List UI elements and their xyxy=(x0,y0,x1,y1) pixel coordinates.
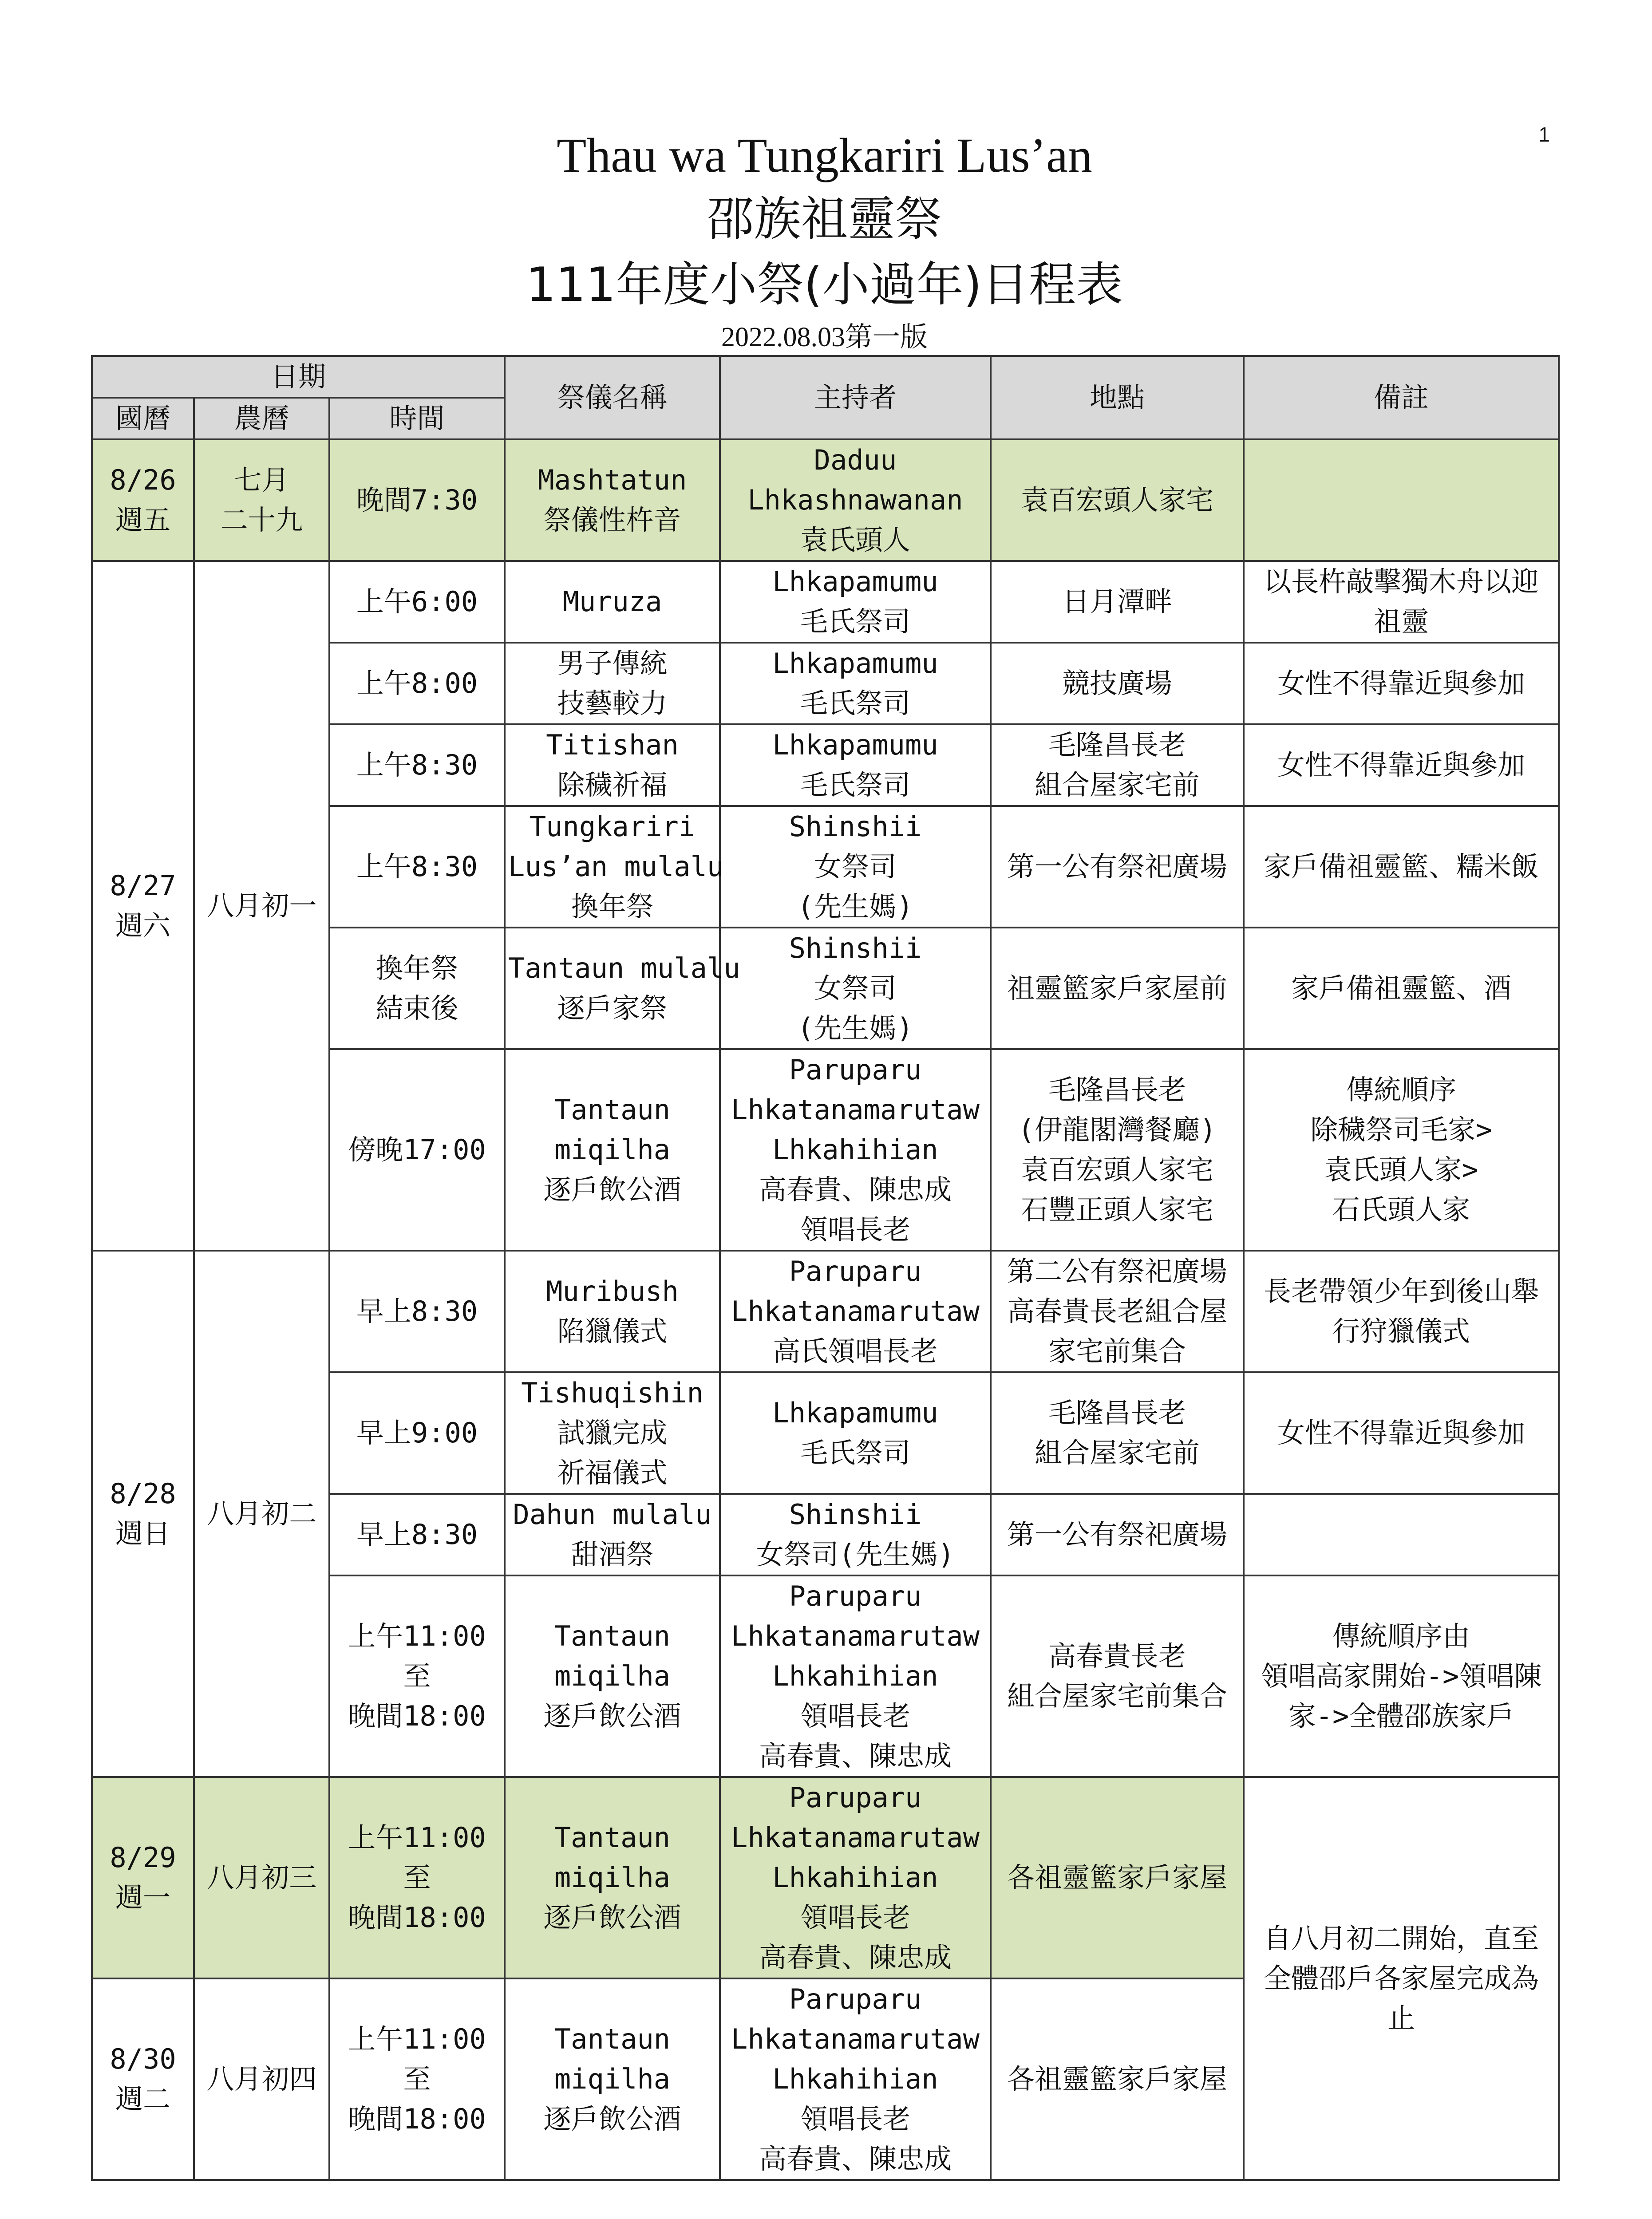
host-cell-line: 高春貴、陳忠成 xyxy=(759,2143,952,2175)
location-cell-line: 競技廣場 xyxy=(1062,667,1172,699)
notes-cell xyxy=(1244,1372,1559,1494)
location-cell-line: 袁百宏頭人家宅 xyxy=(1020,1153,1213,1186)
ritual-cell-line: Dahun mulalu xyxy=(513,1498,712,1531)
header-date: 日期 xyxy=(92,356,505,398)
title-schedule: 111年度小祭(小過年)日程表 xyxy=(526,257,1123,312)
host-cell-line: Daduu xyxy=(814,444,897,476)
lunar-date-cell xyxy=(194,561,329,1251)
host-cell-line: Shinshii xyxy=(789,1498,922,1531)
location-cell-line: 袁百宏頭人家宅 xyxy=(1020,484,1213,516)
location-cell xyxy=(991,1978,1244,2180)
host-cell-line: Lhkapamumu xyxy=(772,729,938,761)
date-cell xyxy=(92,1777,194,1978)
time-cell-line: 晚間18:00 xyxy=(348,1700,486,1732)
host-cell-line: Lhkapamumu xyxy=(772,647,938,679)
host-cell-line: Paruparu xyxy=(789,1580,922,1612)
host-cell-line: Lhkatanamarutaw xyxy=(731,1094,980,1126)
notes-cell-line: 家->全體邵族家戶 xyxy=(1288,1700,1514,1732)
lunar-date-cell xyxy=(194,1251,329,1777)
lunar-date-cell xyxy=(194,439,329,561)
notes-cell xyxy=(1244,724,1559,806)
header-time: 時間 xyxy=(329,398,505,439)
location-cell-line: 毛隆昌長老 xyxy=(1048,1074,1186,1106)
host-cell-line: Lhkahihian xyxy=(772,1660,938,1692)
ritual-cell-line: 祭儀性杵音 xyxy=(543,504,681,536)
schedule-row xyxy=(92,561,1559,643)
location-cell-line: 祖靈籃家戶家屋前 xyxy=(1007,972,1227,1004)
location-cell xyxy=(991,643,1244,724)
header-notes: 備註 xyxy=(1244,356,1559,439)
ritual-cell-line: Titishan xyxy=(546,729,679,761)
host-cell-line: 毛氏祭司 xyxy=(800,769,910,801)
time-cell-line: 早上8:30 xyxy=(356,1295,478,1327)
location-cell-line: 高春貴長老 xyxy=(1048,1640,1186,1672)
host-cell-line: Lhkahihian xyxy=(772,1861,938,1894)
host-cell-line: Paruparu xyxy=(789,1054,922,1086)
notes-cell-line: 祖靈 xyxy=(1373,605,1429,638)
page-number: 1 xyxy=(1538,123,1550,146)
ritual-cell-line: 陷獵儀式 xyxy=(557,1315,668,1347)
date-cell-line: 週六 xyxy=(115,909,170,942)
host-cell-line: 女祭司 xyxy=(814,850,897,883)
location-cell-line: 日月潭畔 xyxy=(1062,585,1172,618)
location-cell-line: 石豐正頭人家宅 xyxy=(1020,1193,1213,1226)
host-cell-line: 高春貴、陳忠成 xyxy=(759,1173,952,1206)
date-cell-line: 週二 xyxy=(115,2083,170,2115)
time-cell xyxy=(329,1049,505,1251)
location-cell-line: 高春貴長老組合屋 xyxy=(1007,1295,1227,1327)
ritual-cell-line: 逐戶家祭 xyxy=(557,992,668,1024)
location-cell xyxy=(991,1494,1244,1575)
host-cell xyxy=(720,724,991,806)
host-cell xyxy=(720,1575,991,1777)
host-cell-line: Lhkatanamarutaw xyxy=(731,2023,980,2055)
ritual-cell-line: 逐戶飲公酒 xyxy=(543,1901,681,1934)
host-cell-line: Lhkashnawanan xyxy=(747,484,963,516)
time-cell xyxy=(329,1777,505,1978)
ritual-cell-line: Tishuqishin xyxy=(521,1377,703,1409)
time-cell-line: 上午11:00 xyxy=(348,2023,486,2055)
time-cell xyxy=(329,1575,505,1777)
ritual-cell xyxy=(505,1494,720,1575)
time-cell-line: 晚間7:30 xyxy=(356,484,478,516)
ritual-cell xyxy=(505,1049,720,1251)
ritual-cell-line: Muribush xyxy=(546,1275,679,1307)
ritual-cell-line: Lus’an mulalu xyxy=(508,850,724,883)
location-cell xyxy=(991,928,1244,1049)
location-cell xyxy=(991,1251,1244,1372)
date-cell xyxy=(92,439,194,561)
ritual-cell xyxy=(505,1575,720,1777)
notes-cell xyxy=(1244,806,1559,928)
host-cell xyxy=(720,928,991,1049)
time-cell xyxy=(329,561,505,643)
host-cell-line: (先生媽) xyxy=(797,1012,913,1044)
ritual-cell xyxy=(505,928,740,1049)
host-cell-line: Lhkatanamarutaw xyxy=(731,1821,980,1854)
host-cell-line: Paruparu xyxy=(789,1781,922,1814)
lunar-date-cell-line: 七月 xyxy=(234,464,289,496)
ritual-cell-line: 試獵完成 xyxy=(557,1417,668,1449)
location-cell xyxy=(991,439,1244,561)
host-cell xyxy=(720,1049,991,1251)
time-cell-line: 晚間18:00 xyxy=(348,2103,486,2135)
location-cell xyxy=(991,1049,1244,1251)
time-cell-line: 早上8:30 xyxy=(356,1518,478,1551)
location-cell-line: 毛隆昌長老 xyxy=(1048,1397,1186,1429)
host-cell xyxy=(720,439,991,561)
time-cell xyxy=(329,724,505,806)
location-cell-line: 組合屋家宅前集合 xyxy=(1007,1680,1227,1712)
notes-cell-line: 袁氏頭人家> xyxy=(1324,1153,1478,1186)
host-cell-line: 領唱長老 xyxy=(800,1700,910,1732)
time-cell-line: 至 xyxy=(403,1660,431,1692)
time-cell-line: 換年祭 xyxy=(375,952,458,984)
time-cell xyxy=(329,1372,505,1494)
host-cell-line: 女祭司 xyxy=(814,972,897,1004)
host-cell-line: Shinshii xyxy=(789,932,922,964)
ritual-cell xyxy=(505,1251,720,1372)
time-cell xyxy=(329,643,505,724)
schedule-row xyxy=(92,1777,1559,1978)
ritual-cell xyxy=(505,724,720,806)
host-cell-line: 袁氏頭人 xyxy=(800,524,910,556)
lunar-date-cell-line: 八月初四 xyxy=(206,2063,317,2095)
ritual-cell-line: Tantaun xyxy=(554,1821,671,1854)
notes-cell-line: 全體邵戶各家屋完成為 xyxy=(1263,1962,1539,1994)
host-cell-line: Lhkatanamarutaw xyxy=(731,1295,980,1327)
host-cell xyxy=(720,1777,991,1978)
date-cell-line: 週一 xyxy=(115,1881,170,1914)
notes-cell-line: 石氏頭人家 xyxy=(1332,1193,1470,1226)
ritual-cell xyxy=(505,439,720,561)
ritual-cell-line: miqilha xyxy=(554,1660,671,1692)
time-cell-line: 上午6:00 xyxy=(356,585,478,618)
ritual-cell-line: Tungkariri xyxy=(529,810,696,843)
ritual-cell-line: Mashtatun xyxy=(537,464,687,496)
location-cell-line: 家宅前集合 xyxy=(1048,1335,1186,1367)
date-cell-line: 週五 xyxy=(115,504,170,536)
schedule-body xyxy=(92,439,1559,2180)
host-cell-line: Paruparu xyxy=(789,1983,922,2015)
host-cell-line: 高春貴、陳忠成 xyxy=(759,1941,952,1974)
host-cell-line: 領唱長老 xyxy=(800,2103,910,2135)
notes-cell-line: 女性不得靠近與參加 xyxy=(1277,1417,1525,1449)
ritual-cell-line: 換年祭 xyxy=(571,890,654,923)
notes-cell-line: 領唱高家開始->領唱陳 xyxy=(1261,1660,1542,1692)
location-cell-line: 第二公有祭祀廣場 xyxy=(1007,1255,1227,1287)
host-cell-line: 毛氏祭司 xyxy=(800,687,910,719)
ritual-cell-line: miqilha xyxy=(554,1133,671,1166)
ritual-cell-line: Tantaun xyxy=(554,1094,671,1126)
date-cell xyxy=(92,1251,194,1777)
notes-cell xyxy=(1244,643,1559,724)
header-gregorian: 國曆 xyxy=(92,398,194,439)
notes-cell xyxy=(1244,1777,1559,2180)
ritual-cell-line: Tantaun xyxy=(554,1620,671,1652)
host-cell-line: Shinshii xyxy=(789,810,922,843)
title-chinese: 邵族祖靈祭 xyxy=(707,192,942,246)
ritual-cell xyxy=(505,1372,720,1494)
notes-cell-line: 女性不得靠近與參加 xyxy=(1277,749,1525,781)
time-cell xyxy=(329,1978,505,2180)
notes-cell-line: 止 xyxy=(1387,2002,1415,2034)
header-host: 主持者 xyxy=(720,356,991,439)
schedule-table xyxy=(91,355,1560,2181)
host-cell-line: 領唱長老 xyxy=(800,1213,910,1246)
ritual-cell-line: Tantaun xyxy=(554,2023,671,2055)
ritual-cell-line: 逐戶飲公酒 xyxy=(543,1700,681,1732)
ritual-cell xyxy=(505,806,724,928)
ritual-cell-line: 甜酒祭 xyxy=(571,1538,654,1571)
schedule-row xyxy=(92,439,1559,561)
location-cell-line: 毛隆昌長老 xyxy=(1048,729,1186,761)
date-cell-line: 8/27 xyxy=(110,869,176,902)
lunar-date-cell-line: 八月初二 xyxy=(206,1497,317,1530)
time-cell-line: 至 xyxy=(403,1861,431,1894)
host-cell-line: 毛氏祭司 xyxy=(800,605,910,638)
time-cell-line: 上午8:30 xyxy=(356,749,478,781)
notes-cell-line: 自八月初二開始，直至 xyxy=(1263,1922,1539,1954)
time-cell-line: 上午8:30 xyxy=(356,850,478,883)
host-cell xyxy=(720,1978,991,2180)
host-cell xyxy=(720,1251,991,1372)
host-cell xyxy=(720,643,991,724)
host-cell-line: 女祭司(先生媽) xyxy=(756,1538,955,1571)
notes-cell xyxy=(1244,1049,1559,1251)
ritual-cell-line: Muruza xyxy=(562,585,662,618)
ritual-cell xyxy=(505,1777,720,1978)
host-cell-line: Paruparu xyxy=(789,1255,922,1287)
location-cell-line: 組合屋家宅前 xyxy=(1034,769,1200,801)
location-cell-line: 組合屋家宅前 xyxy=(1034,1437,1200,1469)
header-location: 地點 xyxy=(991,356,1244,439)
notes-cell-line: 以長杵敲擊獨木舟以迎 xyxy=(1263,565,1539,598)
time-cell-line: 上午8:00 xyxy=(356,667,478,699)
ritual-cell-line: 逐戶飲公酒 xyxy=(543,1173,681,1206)
location-cell xyxy=(991,1372,1244,1494)
host-cell-line: Lhkahihian xyxy=(772,2063,938,2095)
host-cell xyxy=(720,561,991,643)
title-english: Thau wa Tungkariri Lus’an xyxy=(557,128,1092,182)
location-cell xyxy=(991,1575,1244,1777)
notes-cell xyxy=(1244,1575,1559,1777)
location-cell xyxy=(991,724,1244,806)
header-lunar: 農曆 xyxy=(194,398,329,439)
ritual-cell-line: 逐戶飲公酒 xyxy=(543,2103,681,2135)
notes-cell-line: 長老帶領少年到後山舉 xyxy=(1263,1275,1539,1307)
host-cell xyxy=(720,806,991,928)
location-cell xyxy=(991,561,1244,643)
lunar-date-cell-line: 八月初一 xyxy=(206,889,317,922)
date-cell xyxy=(92,1978,194,2180)
location-cell xyxy=(991,1777,1244,1978)
time-cell xyxy=(329,439,505,561)
schedule-row xyxy=(92,1251,1559,1372)
time-cell xyxy=(329,928,505,1049)
lunar-date-cell xyxy=(194,1978,329,2180)
notes-cell-line: 行狩獵儀式 xyxy=(1332,1315,1470,1347)
time-cell xyxy=(329,1251,505,1372)
ritual-cell-line: 技藝較力 xyxy=(557,687,668,719)
notes-cell xyxy=(1244,928,1559,1049)
notes-cell xyxy=(1244,439,1559,561)
location-cell-line: 第一公有祭祀廣場 xyxy=(1007,1518,1227,1551)
time-cell xyxy=(329,806,505,928)
notes-cell-line: 家戶備祖靈籃、糯米飯 xyxy=(1263,850,1539,883)
date-cell-line: 週日 xyxy=(115,1517,170,1550)
host-cell-line: Lhkahihian xyxy=(772,1133,938,1166)
host-cell-line: 高氏領唱長老 xyxy=(772,1335,938,1367)
notes-cell xyxy=(1244,1251,1559,1372)
notes-cell-line: 傳統順序 xyxy=(1346,1074,1456,1106)
version-label: 2022.08.03第一版 xyxy=(721,322,928,352)
time-cell-line: 晚間18:00 xyxy=(348,1901,486,1934)
ritual-cell xyxy=(505,561,720,643)
location-cell-line: (伊龍閣灣餐廳) xyxy=(1018,1113,1217,1146)
ritual-cell-line: 男子傳統 xyxy=(557,647,668,679)
date-cell-line: 8/29 xyxy=(110,1841,176,1874)
notes-cell-line: 除穢祭司毛家> xyxy=(1310,1113,1492,1146)
ritual-cell xyxy=(505,643,720,724)
time-cell xyxy=(329,1494,505,1575)
host-cell xyxy=(720,1494,991,1575)
location-cell xyxy=(991,806,1244,928)
host-cell-line: (先生媽) xyxy=(797,890,913,923)
ritual-cell-line: miqilha xyxy=(554,1861,671,1894)
ritual-cell-line: miqilha xyxy=(554,2063,671,2095)
time-cell-line: 至 xyxy=(403,2063,431,2095)
date-cell-line: 8/26 xyxy=(110,464,176,496)
host-cell-line: 領唱長老 xyxy=(800,1901,910,1934)
lunar-date-cell xyxy=(194,1777,329,1978)
host-cell-line: Lhkatanamarutaw xyxy=(731,1620,980,1652)
ritual-cell xyxy=(505,1978,720,2180)
header-ritual: 祭儀名稱 xyxy=(505,356,720,439)
ritual-cell-line: 除穢祈福 xyxy=(557,769,668,801)
date-cell-line: 8/28 xyxy=(110,1477,176,1510)
host-cell-line: Lhkapamumu xyxy=(772,1397,938,1429)
time-cell-line: 上午11:00 xyxy=(348,1620,486,1652)
location-cell-line: 各祖靈籃家戶家屋 xyxy=(1007,1861,1227,1894)
time-cell-line: 早上9:00 xyxy=(356,1417,478,1449)
time-cell-line: 結束後 xyxy=(375,992,458,1024)
notes-cell xyxy=(1244,561,1559,643)
notes-cell-line: 傳統順序由 xyxy=(1332,1620,1470,1652)
host-cell-line: Lhkapamumu xyxy=(772,565,938,598)
host-cell xyxy=(720,1372,991,1494)
lunar-date-cell-line: 二十九 xyxy=(220,504,303,536)
location-cell-line: 第一公有祭祀廣場 xyxy=(1007,850,1227,883)
notes-cell xyxy=(1244,1494,1559,1575)
ritual-cell-line: 祈福儀式 xyxy=(557,1457,668,1489)
host-cell-line: 高春貴、陳忠成 xyxy=(759,1740,952,1772)
date-cell-line: 8/30 xyxy=(110,2043,176,2075)
date-cell xyxy=(92,561,194,1251)
notes-cell-line: 家戶備祖靈籃、酒 xyxy=(1291,972,1511,1004)
time-cell-line: 傍晚17:00 xyxy=(348,1133,486,1166)
location-cell-line: 各祖靈籃家戶家屋 xyxy=(1007,2063,1227,2095)
notes-cell-line: 女性不得靠近與參加 xyxy=(1277,667,1525,699)
ritual-cell-line: Tantaun mulalu xyxy=(508,952,740,984)
time-cell-line: 上午11:00 xyxy=(348,1821,486,1854)
title-block xyxy=(91,124,1558,357)
lunar-date-cell-line: 八月初三 xyxy=(206,1861,317,1894)
host-cell-line: 毛氏祭司 xyxy=(800,1437,910,1469)
